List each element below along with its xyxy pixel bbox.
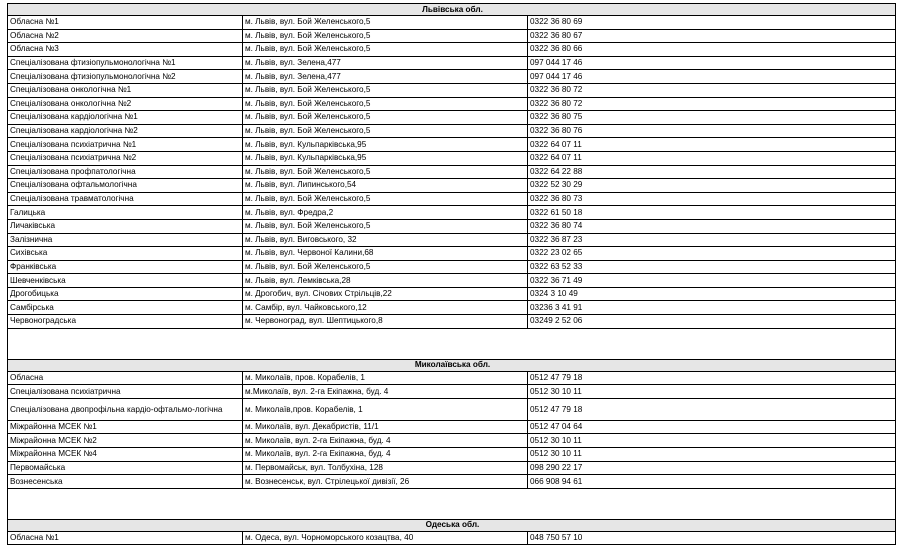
phone-cell: 0322 64 07 11 xyxy=(528,151,896,165)
address-cell: м. Червоноград, вул. Шептицького,8 xyxy=(243,315,528,329)
phone-cell: 0512 47 04 64 xyxy=(528,420,896,434)
commission-name-cell: Спеціалізована психіатрична xyxy=(8,385,243,399)
phone-cell: 0324 3 10 49 xyxy=(528,287,896,301)
phone-cell: 0322 36 80 72 xyxy=(528,83,896,97)
address-cell: м. Одеса, вул. Чорноморського козацтва, 40 xyxy=(243,531,528,545)
commission-name-cell: Спеціалізована фтизіопульмонологічна №2 xyxy=(8,70,243,84)
commission-name-cell: Личаківська xyxy=(8,219,243,233)
phone-cell: 0322 36 80 76 xyxy=(528,124,896,138)
address-cell: м. Львів, вул. Липинського,54 xyxy=(243,179,528,193)
directory-table-body xyxy=(8,4,896,545)
address-cell: м. Львів, вул. Бой Желенського,5 xyxy=(243,165,528,179)
phone-cell: 0512 47 79 18 xyxy=(528,371,896,385)
table-row xyxy=(8,461,896,475)
table-row xyxy=(8,420,896,434)
address-cell: м. Львів, вул. Зелена,477 xyxy=(243,56,528,70)
address-cell: м. Вознесенськ, вул. Стрілецької дивізії, 26 xyxy=(243,475,528,489)
phone-cell: 048 750 57 10 xyxy=(528,531,896,545)
address-cell: м. Миколаїв, вул. Декабристів, 11/1 xyxy=(243,420,528,434)
commission-name-cell: Міжрайонна МСЕК №4 xyxy=(8,448,243,462)
phone-cell: 0512 30 10 11 xyxy=(528,448,896,462)
address-cell: м. Львів, вул. Виговського, 32 xyxy=(243,233,528,247)
region-header xyxy=(8,519,896,531)
commission-name-cell: Спеціалізована травматологічна xyxy=(8,192,243,206)
commission-name-cell: Спеціалізована онкологічна №2 xyxy=(8,97,243,111)
address-cell: м. Миколаїв, пров. Корабелів, 1 xyxy=(243,371,528,385)
address-cell: м. Львів, вул. Бой Желенського,5 xyxy=(243,16,528,30)
region-name: Миколаївська обл. xyxy=(8,359,896,371)
table-row xyxy=(8,531,896,545)
table-row xyxy=(8,165,896,179)
spacer-cell xyxy=(8,328,896,359)
table-row xyxy=(8,274,896,288)
table-row xyxy=(8,111,896,125)
address-cell: м. Львів, вул. Зелена,477 xyxy=(243,70,528,84)
phone-cell: 0322 36 80 74 xyxy=(528,219,896,233)
phone-cell: 0322 23 02 65 xyxy=(528,247,896,261)
commission-name-cell: Обласна №3 xyxy=(8,43,243,57)
commission-name-cell: Обласна №1 xyxy=(8,16,243,30)
region-name: Одеська обл. xyxy=(8,519,896,531)
commission-name-cell: Спеціалізована фтизіопульмонологічна №1 xyxy=(8,56,243,70)
table-row xyxy=(8,434,896,448)
phone-cell: 0512 47 79 18 xyxy=(528,398,896,420)
table-row xyxy=(8,219,896,233)
table-row xyxy=(8,151,896,165)
address-cell: м. Львів, вул. Бой Желенського,5 xyxy=(243,192,528,206)
table-row xyxy=(8,179,896,193)
commission-name-cell: Франківська xyxy=(8,260,243,274)
commission-name-cell: Сихівська xyxy=(8,247,243,261)
phone-cell: 0512 30 10 11 xyxy=(528,434,896,448)
table-row xyxy=(8,43,896,57)
table-row xyxy=(8,260,896,274)
phone-cell: 0322 36 80 73 xyxy=(528,192,896,206)
phone-cell: 0512 30 10 11 xyxy=(528,385,896,399)
phone-cell: 0322 63 52 33 xyxy=(528,260,896,274)
commission-name-cell: Первомайська xyxy=(8,461,243,475)
phone-cell: 0322 52 30 29 xyxy=(528,179,896,193)
address-cell: м. Миколаїв, вул. 2-га Екіпажна, буд. 4 xyxy=(243,434,528,448)
table-row xyxy=(8,398,896,420)
address-cell: м. Миколаїв,пров. Корабелів, 1 xyxy=(243,398,528,420)
table-row xyxy=(8,16,896,30)
phone-cell: 097 044 17 46 xyxy=(528,70,896,84)
commission-name-cell: Червоноградська xyxy=(8,315,243,329)
commission-name-cell: Спеціалізована двопрофільна кардіо-офтальмо-логічна xyxy=(8,398,243,420)
table-row xyxy=(8,371,896,385)
commission-name-cell: Спеціалізована профпатологічна xyxy=(8,165,243,179)
commission-name-cell: Галицька xyxy=(8,206,243,220)
table-row xyxy=(8,56,896,70)
commission-name-cell: Вознесенська xyxy=(8,475,243,489)
address-cell: м.Миколаїв, вул. 2-га Екіпажна, буд. 4 xyxy=(243,385,528,399)
table-row xyxy=(8,301,896,315)
address-cell: м. Первомайськ, вул. Толбухіна, 128 xyxy=(243,461,528,475)
table-row xyxy=(8,475,896,489)
table-row xyxy=(8,315,896,329)
phone-cell: 0322 36 80 66 xyxy=(528,43,896,57)
table-row xyxy=(8,247,896,261)
commission-name-cell: Спеціалізована психіатрична №1 xyxy=(8,138,243,152)
address-cell: м. Львів, вул. Бой Желенського,5 xyxy=(243,111,528,125)
region-name: Львівська обл. xyxy=(8,4,896,16)
address-cell: м. Львів, вул. Лемківська,28 xyxy=(243,274,528,288)
address-cell: м. Самбір, вул. Чайковського,12 xyxy=(243,301,528,315)
region-header xyxy=(8,4,896,16)
address-cell: м. Львів, вул. Бой Желенського,5 xyxy=(243,97,528,111)
address-cell: м. Львів, вул. Кульпарківська,95 xyxy=(243,138,528,152)
phone-cell: 066 908 94 61 xyxy=(528,475,896,489)
address-cell: м. Львів, вул. Бой Желенського,5 xyxy=(243,260,528,274)
phone-cell: 0322 64 22 88 xyxy=(528,165,896,179)
phone-cell: 0322 36 71 49 xyxy=(528,274,896,288)
commission-name-cell: Шевченківська xyxy=(8,274,243,288)
commission-name-cell: Обласна xyxy=(8,371,243,385)
table-row xyxy=(8,192,896,206)
commission-name-cell: Залізнична xyxy=(8,233,243,247)
commission-name-cell: Спеціалізована кардіологічна №2 xyxy=(8,124,243,138)
address-cell: м. Львів, вул. Кульпарківська,95 xyxy=(243,151,528,165)
address-cell: м. Львів, вул. Бой Желенського,5 xyxy=(243,219,528,233)
phone-cell: 0322 64 07 11 xyxy=(528,138,896,152)
commission-name-cell: Міжрайонна МСЕК №2 xyxy=(8,434,243,448)
phone-cell: 0322 36 80 72 xyxy=(528,97,896,111)
commission-name-cell: Обласна №2 xyxy=(8,29,243,43)
commission-name-cell: Обласна №1 xyxy=(8,531,243,545)
address-cell: м. Львів, вул. Бой Желенського,5 xyxy=(243,83,528,97)
phone-cell: 097 044 17 46 xyxy=(528,56,896,70)
phone-cell: 0322 36 80 67 xyxy=(528,29,896,43)
table-row xyxy=(8,233,896,247)
phone-cell: 03249 2 52 06 xyxy=(528,315,896,329)
phone-cell: 098 290 22 17 xyxy=(528,461,896,475)
table-row xyxy=(8,448,896,462)
phone-cell: 0322 36 87 23 xyxy=(528,233,896,247)
table-row xyxy=(8,83,896,97)
region-spacer xyxy=(8,328,896,359)
commission-name-cell: Спеціалізована кардіологічна №1 xyxy=(8,111,243,125)
table-row xyxy=(8,206,896,220)
spacer-cell xyxy=(8,488,896,519)
address-cell: м. Львів, вул. Фредра,2 xyxy=(243,206,528,220)
table-row xyxy=(8,70,896,84)
phone-cell: 0322 61 50 18 xyxy=(528,206,896,220)
address-cell: м. Львів, вул. Бой Желенського,5 xyxy=(243,43,528,57)
table-row xyxy=(8,29,896,43)
commission-name-cell: Дрогобицька xyxy=(8,287,243,301)
address-cell: м. Дрогобич, вул. Січових Стрільців,22 xyxy=(243,287,528,301)
commission-name-cell: Спеціалізована онкологічна №1 xyxy=(8,83,243,97)
table-row xyxy=(8,124,896,138)
region-spacer xyxy=(8,488,896,519)
phone-cell: 0322 36 80 75 xyxy=(528,111,896,125)
address-cell: м. Львів, вул. Червоної Калини,68 xyxy=(243,247,528,261)
commission-name-cell: Спеціалізована офтальмологічна xyxy=(8,179,243,193)
phone-cell: 03236 3 41 91 xyxy=(528,301,896,315)
phone-cell: 0322 36 80 69 xyxy=(528,16,896,30)
address-cell: м. Львів, вул. Бой Желенського,5 xyxy=(243,29,528,43)
table-row xyxy=(8,287,896,301)
commission-name-cell: Самбірська xyxy=(8,301,243,315)
address-cell: м. Львів, вул. Бой Желенського,5 xyxy=(243,124,528,138)
commission-name-cell: Спеціалізована психіатрична №2 xyxy=(8,151,243,165)
region-header xyxy=(8,359,896,371)
address-cell: м. Миколаїв, вул. 2-га Екіпажна, буд. 4 xyxy=(243,448,528,462)
table-row xyxy=(8,385,896,399)
table-row xyxy=(8,97,896,111)
table-row xyxy=(8,138,896,152)
commission-name-cell: Міжрайонна МСЕК №1 xyxy=(8,420,243,434)
directory-table xyxy=(7,3,896,545)
